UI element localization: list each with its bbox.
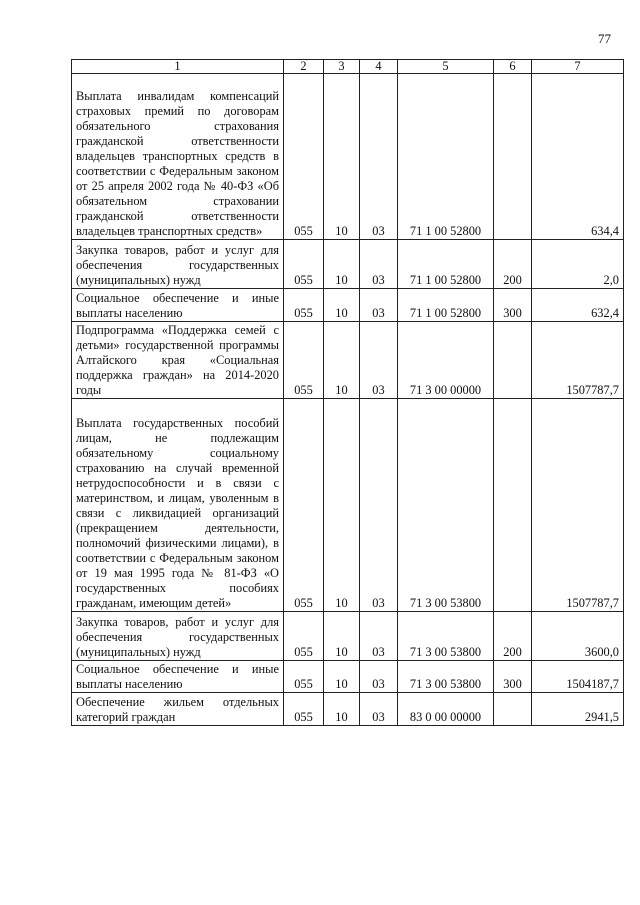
table-row <box>72 240 624 289</box>
header-cell: 2 <box>284 60 324 74</box>
row-section-code: 10 <box>324 693 360 726</box>
header-cell: 1 <box>72 60 284 74</box>
table-header-row <box>72 60 624 74</box>
row-subsection-code: 03 <box>360 661 398 693</box>
row-section-code: 10 <box>324 240 360 289</box>
row-amount: 634,4 <box>532 74 624 240</box>
row-section-code: 10 <box>324 661 360 693</box>
row-expense-type: 300 <box>494 661 532 693</box>
budget-table <box>71 59 624 726</box>
row-subsection-code: 03 <box>360 74 398 240</box>
row-amount: 2,0 <box>532 240 624 289</box>
row-amount: 1507787,7 <box>532 322 624 399</box>
header-cell: 7 <box>532 60 624 74</box>
row-amount: 1507787,7 <box>532 399 624 612</box>
row-subsection-code: 03 <box>360 693 398 726</box>
row-section-code: 10 <box>324 74 360 240</box>
row-amount: 632,4 <box>532 289 624 322</box>
row-expense-type <box>494 693 532 726</box>
header-cell: 6 <box>494 60 532 74</box>
row-section-code: 10 <box>324 322 360 399</box>
row-name-cell: Подпрограмма «Поддержка семей с детьми» государственной программы Алтайского края «Социальная поддержка граждан» на 2014-2020 годы <box>72 322 284 399</box>
table-row <box>72 322 624 399</box>
header-cell: 3 <box>324 60 360 74</box>
row-amount: 3600,0 <box>532 612 624 661</box>
page-number: 77 <box>598 31 611 46</box>
header-cell: 4 <box>360 60 398 74</box>
row-expense-type: 200 <box>494 612 532 661</box>
row-expense-type: 300 <box>494 289 532 322</box>
row-name-cell: Обеспечение жильем отдельных категорий граждан <box>72 693 284 726</box>
table-row <box>72 74 624 240</box>
row-target-article: 71 3 00 53800 <box>398 399 494 612</box>
row-ministry-code: 055 <box>284 74 324 240</box>
row-name-cell: Закупка товаров, работ и услуг для обеспечения государственных (муниципальных) нужд <box>72 612 284 661</box>
row-target-article: 71 3 00 53800 <box>398 612 494 661</box>
table-row <box>72 693 624 726</box>
row-ministry-code: 055 <box>284 693 324 726</box>
row-amount: 1504187,7 <box>532 661 624 693</box>
row-subsection-code: 03 <box>360 289 398 322</box>
row-section-code: 10 <box>324 399 360 612</box>
row-name-cell: Социальное обеспечение и иные выплаты населению <box>72 289 284 322</box>
row-expense-type <box>494 322 532 399</box>
row-name-cell: Закупка товаров, работ и услуг для обеспечения государственных (муниципальных) нужд <box>72 240 284 289</box>
row-amount: 2941,5 <box>532 693 624 726</box>
row-ministry-code: 055 <box>284 289 324 322</box>
row-section-code: 10 <box>324 289 360 322</box>
row-ministry-code: 055 <box>284 661 324 693</box>
row-ministry-code: 055 <box>284 322 324 399</box>
row-expense-type: 200 <box>494 240 532 289</box>
row-target-article: 71 1 00 52800 <box>398 289 494 322</box>
row-name-cell: Социальное обеспечение и иные выплаты населению <box>72 661 284 693</box>
row-name-cell: Выплата инвалидам компенсаций страховых премий по договорам обязательного страхования гражданской ответственности владельцев транспортных средств в соответствии с Федеральным законом от 25 апреля 2002 года № 40-ФЗ «Об обязательном страховании гражданской ответственности владельцев транспортных средств» <box>72 74 284 240</box>
table-row <box>72 612 624 661</box>
row-name-cell: Выплата государственных пособий лицам, не подлежащим обязательному социальному страхованию на случай временной нетрудоспособности и в связи с материнством, и лицам, уволенным в связи с ликвидацией организаций (прекращением деятельности, полномочий физическими лицами), в соответствии с Федеральным законом от 19 мая 1995 года № 81-ФЗ «О государственных пособиях гражданам, имеющим детей» <box>72 399 284 612</box>
row-target-article: 71 3 00 00000 <box>398 322 494 399</box>
row-target-article: 71 1 00 52800 <box>398 74 494 240</box>
row-expense-type <box>494 399 532 612</box>
row-target-article: 83 0 00 00000 <box>398 693 494 726</box>
row-ministry-code: 055 <box>284 612 324 661</box>
table-row <box>72 399 624 612</box>
table-row <box>72 289 624 322</box>
row-expense-type <box>494 74 532 240</box>
row-ministry-code: 055 <box>284 240 324 289</box>
row-target-article: 71 3 00 53800 <box>398 661 494 693</box>
table-row <box>72 661 624 693</box>
row-ministry-code: 055 <box>284 399 324 612</box>
row-target-article: 71 1 00 52800 <box>398 240 494 289</box>
row-subsection-code: 03 <box>360 612 398 661</box>
header-cell: 5 <box>398 60 494 74</box>
row-section-code: 10 <box>324 612 360 661</box>
row-subsection-code: 03 <box>360 399 398 612</box>
row-subsection-code: 03 <box>360 240 398 289</box>
row-subsection-code: 03 <box>360 322 398 399</box>
